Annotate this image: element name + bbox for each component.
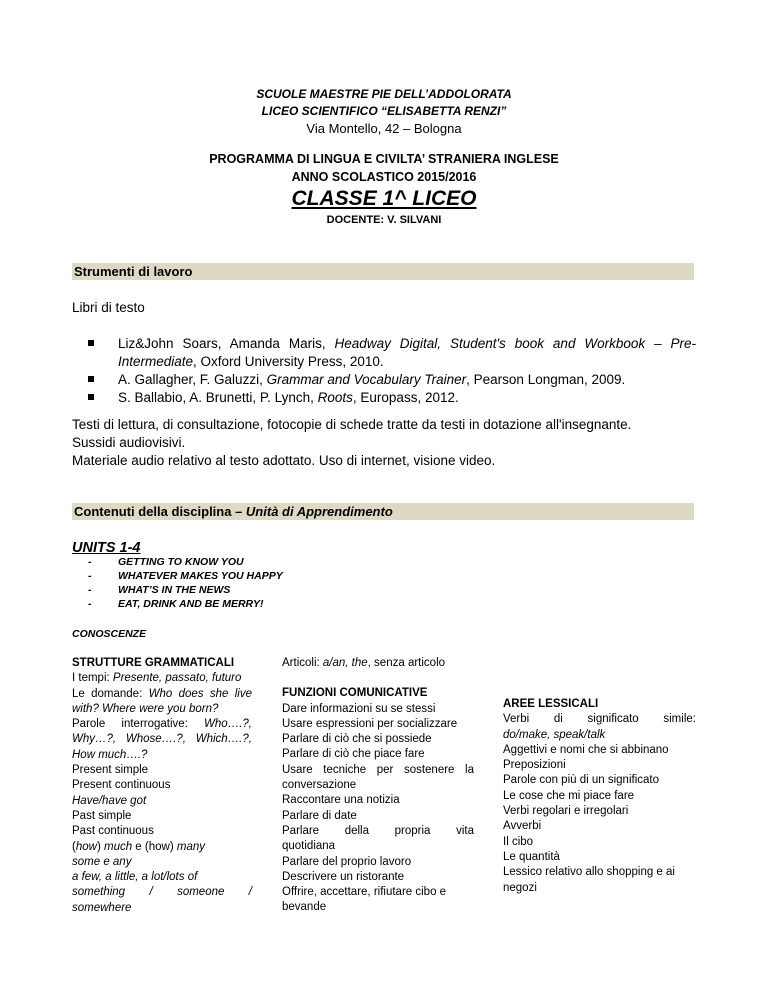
document-header [0,86,768,138]
function-item-vita-2: quotidiana [282,840,336,853]
grammar-domande-1: Le domande: Who does she live [72,687,252,700]
program-title: PROGRAMMA DI LINGUA E CIVILTA’ STRANIERA INGLESE [209,152,559,166]
lexis-item: Preposizioni [503,759,566,772]
grammar-something-1: something / someone / [72,886,252,899]
grammar-item: Have/have got [72,794,147,807]
units-title: UNITS 1-4 [72,540,141,556]
unit-title: GETTING TO KNOW YOU [118,556,244,568]
book-title: Roots [317,390,353,405]
libri-label: Libri di testo [72,300,145,315]
lexis-item: Le quantità [503,850,560,863]
grammar-interrogative-3: How much….? [72,748,148,761]
grammar-interrogative-1: Parole interrogative: Who….?, [72,718,252,731]
grammar-item: Past simple [72,809,132,822]
book-publisher: , Oxford University Press, 2010. [193,354,384,369]
book-list [88,335,696,407]
lexis-item: Aggettivi e nomi che si abbinano [503,743,669,756]
conoscenze-label: CONOSCENZE [72,628,147,640]
book-item [88,335,696,371]
grammar-item: Present continuous [72,779,171,792]
function-item: Usare espressioni per socializzare [282,717,458,730]
section-strumenti-heading [72,263,694,280]
grammar-item: a few, a little, a lot/lots of [72,871,198,884]
book-item [88,389,696,407]
book-title: Grammar and Vocabulary Trainer [266,372,467,387]
lexis-item: Avverbi [503,820,542,833]
lexis-verbi-2: do/make, speak/talk [503,728,606,741]
function-item-vita-1: Parlare della propria vita [282,824,474,837]
lexis-item: Le cose che mi piace fare [503,789,635,802]
teacher-name: DOCENTE: V. SILVANI [326,214,442,226]
unit-item: - WHAT’S IN THE NEWS [88,584,231,596]
functions-column [282,656,474,916]
function-item: Dare informazioni su se stessi [282,702,436,715]
section-contenuti-subtitle: Unità di Apprendimento [245,504,393,519]
units-list [88,555,283,611]
bullet-square-icon [88,340,94,346]
school-year: ANNO SCOLASTICO 2015/2016 [291,170,477,184]
grammar-item: Present simple [72,764,149,777]
lexis-shopping-1: Lessico relativo allo shopping e ai [503,866,675,879]
function-item: Parlare di ciò che si possiede [282,733,432,746]
unit-item: - GETTING TO KNOW YOU [88,556,244,568]
function-item: Raccontare una notizia [282,794,400,807]
grammar-item: (how) much e (how) many [72,840,205,853]
function-item-tecniche-1: Usare tecniche per sostenere la [282,763,474,776]
book-authors: A. Gallagher, F. Galuzzi, [118,372,267,387]
school-address: Via Montello, 42 – Bologna [306,121,462,136]
book-publisher: , Pearson Longman, 2009. [466,372,626,387]
grammar-domande-2: with? Where were you born? [72,702,219,715]
note-line: Sussidi audiovisivi. [72,435,186,450]
class-title: CLASSE 1^ LICEO [291,187,477,210]
unit-title: WHAT’S IN THE NEWS [118,584,231,596]
function-item: Descrivere un ristorante [282,870,405,883]
book-title: Headway Digital, Student's book and Workbook – Pre-Intermediate [118,336,697,369]
unit-title: EAT, DRINK AND BE MERRY! [118,598,264,610]
function-item-offrire-2: bevande [282,901,327,914]
liceo-name: LICEO SCIENTIFICO “ELISABETTA RENZI” [261,104,507,118]
school-name: SCUOLE MAESTRE PIE DELL’ADDOLORATA [256,87,512,101]
function-item-offrire-1: Offrire, accettare, rifiutare cibo e [282,886,447,899]
unit-title: WHATEVER MAKES YOU HAPPY [118,570,283,582]
lexis-item: Verbi regolari e irregolari [503,805,629,818]
lexis-verbi-1: Verbi di significato simile: [503,713,696,726]
lexis-item: Parole con più di un significato [503,774,659,787]
section-contenuti-heading [72,503,694,520]
note-line: Materiale audio relativo al testo adottato. Uso di internet, visione video. [72,453,496,468]
book-publisher: , Europass, 2012. [352,390,459,405]
grammar-title: STRUTTURE GRAMMATICALI [72,657,235,669]
lexis-title: AREE LESSICALI [503,698,599,710]
function-item: Parlare del proprio lavoro [282,855,412,868]
book-item [88,371,696,389]
unit-item: - WHATEVER MAKES YOU HAPPY [88,570,283,582]
articoli-line: Articoli: a/an, the, senza articolo [282,657,446,669]
note-line: Testi di lettura, di consultazione, fotocopie di schede tratte da testi in dotazione all'insegnante. [72,417,632,432]
section-strumenti-title: Strumenti di lavoro [74,264,193,279]
book-authors: Liz&John Soars, Amanda Maris, [118,336,335,351]
lexis-column [503,697,696,896]
book-authors: S. Ballabio, A. Brunetti, P. Lynch, [118,390,318,405]
grammar-something-2: somewhere [72,901,132,914]
grammar-tempi: I tempi: Presente, passato, futuro [72,672,242,685]
grammar-interrogative-2: Why…?, Whose….?, Which….?, [72,733,252,746]
section-contenuti-title: Contenuti della disciplina – [74,504,246,519]
program-header [0,150,768,228]
functions-title: FUNZIONI COMUNICATIVE [282,687,428,700]
strumenti-notes [72,416,694,470]
unit-item: - EAT, DRINK AND BE MERRY! [88,598,264,610]
function-item-tecniche-2: conversazione [282,779,357,792]
bullet-square-icon [88,394,94,400]
grammar-item: Past continuous [72,825,154,838]
grammar-item: some e any [72,855,132,868]
lexis-shopping-2: negozi [503,881,537,894]
function-item: Parlare di ciò che piace fare [282,748,425,761]
lexis-item: Il cibo [503,835,534,848]
grammar-column [72,656,252,916]
function-item: Parlare di date [282,809,357,822]
bullet-square-icon [88,376,94,382]
